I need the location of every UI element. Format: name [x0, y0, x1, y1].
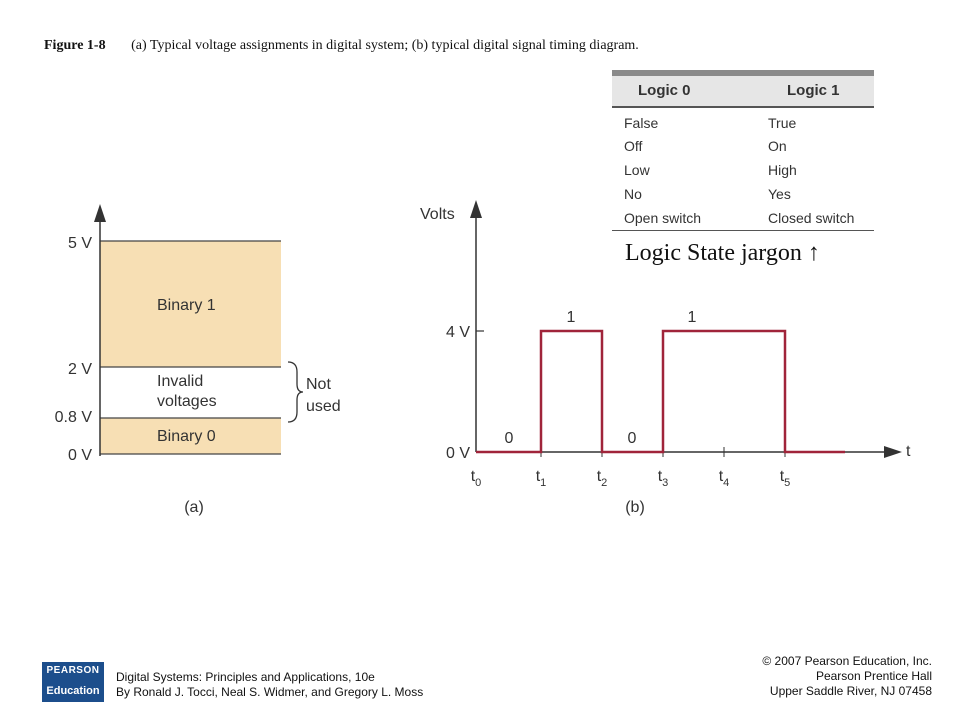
- tick-label-0v: 0 V: [445, 445, 470, 462]
- logic-state-jargon-note: Logic State jargon ↑: [625, 240, 820, 266]
- level-label-1: 1: [566, 309, 576, 326]
- level-label-0: 0: [627, 430, 637, 447]
- voltage-axis-arrow-icon: [94, 204, 106, 222]
- level-label-0-8v: 0.8 V: [54, 409, 92, 426]
- table-cell: Open switch: [624, 210, 702, 226]
- not-used-label-line1: Not: [306, 376, 331, 393]
- time-label-t3: $t_3$: [657, 468, 669, 489]
- time-label-t5: $t_5$: [779, 468, 791, 489]
- volts-axis-arrow-icon: [470, 200, 482, 218]
- book-title: Digital Systems: Principles and Applications, 10e: [116, 670, 375, 684]
- table-cell: Off: [624, 138, 643, 154]
- level-label-2v: 2 V: [67, 361, 92, 378]
- publisher-line: Pearson Prentice Hall: [815, 669, 932, 683]
- level-label-0v: 0 V: [67, 447, 92, 464]
- time-label-t4: $t_4$: [718, 468, 730, 489]
- diagram-b: [420, 200, 911, 516]
- level-label-1: 1: [687, 309, 697, 326]
- footer-book-info: [116, 670, 423, 700]
- binary-1-label: Binary 1: [157, 297, 216, 314]
- table-cell: True: [768, 115, 797, 131]
- pearson-logo: [42, 662, 104, 702]
- level-label-5v: 5 V: [67, 235, 92, 252]
- logo-line-1: PEARSON: [46, 665, 100, 676]
- tick-label-4v: 4 V: [445, 324, 470, 341]
- table-cell: Low: [624, 162, 650, 178]
- volts-axis-label: Volts: [420, 206, 455, 223]
- diagram-a-label: (a): [184, 499, 204, 516]
- not-used-label-line2: used: [306, 398, 341, 415]
- time-axis-label: t: [906, 443, 911, 460]
- footer-copyright: [762, 654, 932, 699]
- not-used-brace-icon: [288, 362, 303, 422]
- figure-caption-text: (a) Typical voltage assignments in digital system; (b) typical digital signal timing diagram.: [131, 38, 639, 53]
- table-cell: No: [624, 186, 642, 202]
- diagram-b-label: (b): [625, 499, 645, 516]
- table-cell: Closed switch: [768, 210, 855, 226]
- time-axis-arrow-icon: [884, 446, 902, 458]
- table-cell: On: [768, 138, 787, 154]
- header-logic-0: Logic 0: [638, 82, 691, 99]
- invalid-label: Invalid: [157, 373, 204, 390]
- time-label-t2: $t_2$: [596, 468, 608, 489]
- header-logic-1: Logic 1: [787, 82, 840, 99]
- figure-number: Figure 1-8: [44, 38, 106, 53]
- digital-signal-waveform: [476, 331, 845, 452]
- diagram-a: [55, 204, 341, 516]
- time-label-t0: $t_0$: [470, 468, 482, 489]
- book-authors: By Ronald J. Tocci, Neal S. Widmer, and Gregory L. Moss: [116, 685, 424, 699]
- table-cell: False: [624, 115, 659, 131]
- table-cell: High: [768, 162, 797, 178]
- table-cell: Yes: [768, 186, 791, 202]
- logo-line-2: Education: [46, 685, 100, 697]
- copyright-line: © 2007 Pearson Education, Inc.: [762, 654, 932, 668]
- time-label-t1: $t_1$: [535, 468, 547, 489]
- level-label-0: 0: [504, 430, 514, 447]
- voltages-label: voltages: [157, 393, 217, 410]
- location-line: Upper Saddle River, NJ 07458: [769, 684, 932, 698]
- binary-0-label: Binary 0: [157, 428, 216, 445]
